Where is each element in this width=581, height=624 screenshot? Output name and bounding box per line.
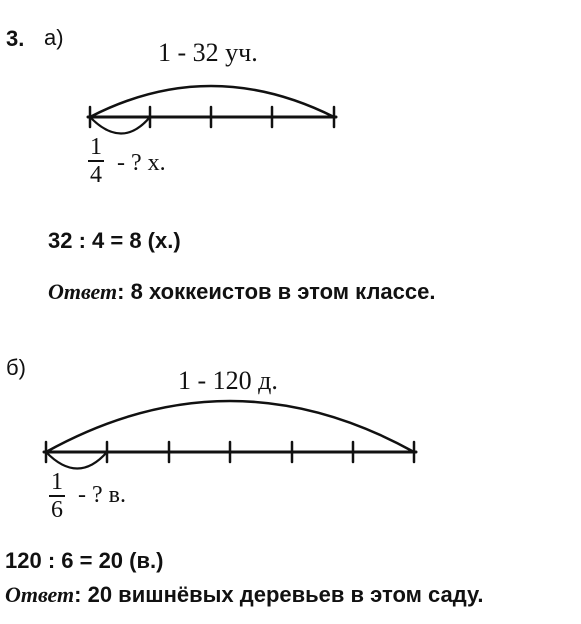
part-b-part-arc xyxy=(46,452,107,469)
part-b-label: б) xyxy=(6,355,26,380)
part-a-fraction-numerator: 1 xyxy=(90,134,102,160)
problem-number: 3. xyxy=(6,26,25,51)
part-b-segment-label: 1 - 120 д. xyxy=(178,366,278,395)
part-a-equation: 32 : 4 = 8 (х.) xyxy=(48,228,181,253)
part-b-fraction-denominator: 6 xyxy=(51,497,63,523)
part-b-answer-text: : 20 вишнёвых деревьев в этом саду. xyxy=(74,582,484,607)
part-b-answer-prefix: Ответ xyxy=(5,582,75,607)
part-a-question: - ? х. xyxy=(117,150,166,176)
part-a-answer-prefix: Ответ xyxy=(48,279,118,304)
part-b-fraction-numerator: 1 xyxy=(51,469,63,495)
part-b-fraction xyxy=(49,470,65,522)
part-b-equation: 120 : 6 = 20 (в.) xyxy=(5,548,164,573)
part-a-label: а) xyxy=(44,25,64,50)
part-a-answer-text: : 8 хоккеистов в этом классе. xyxy=(117,279,436,304)
part-b-question: - ? в. xyxy=(78,482,126,508)
part-a-segment-label: 1 - 32 уч. xyxy=(158,38,258,67)
part-a-fraction-denominator: 4 xyxy=(90,162,102,188)
part-b-answer xyxy=(5,582,483,608)
